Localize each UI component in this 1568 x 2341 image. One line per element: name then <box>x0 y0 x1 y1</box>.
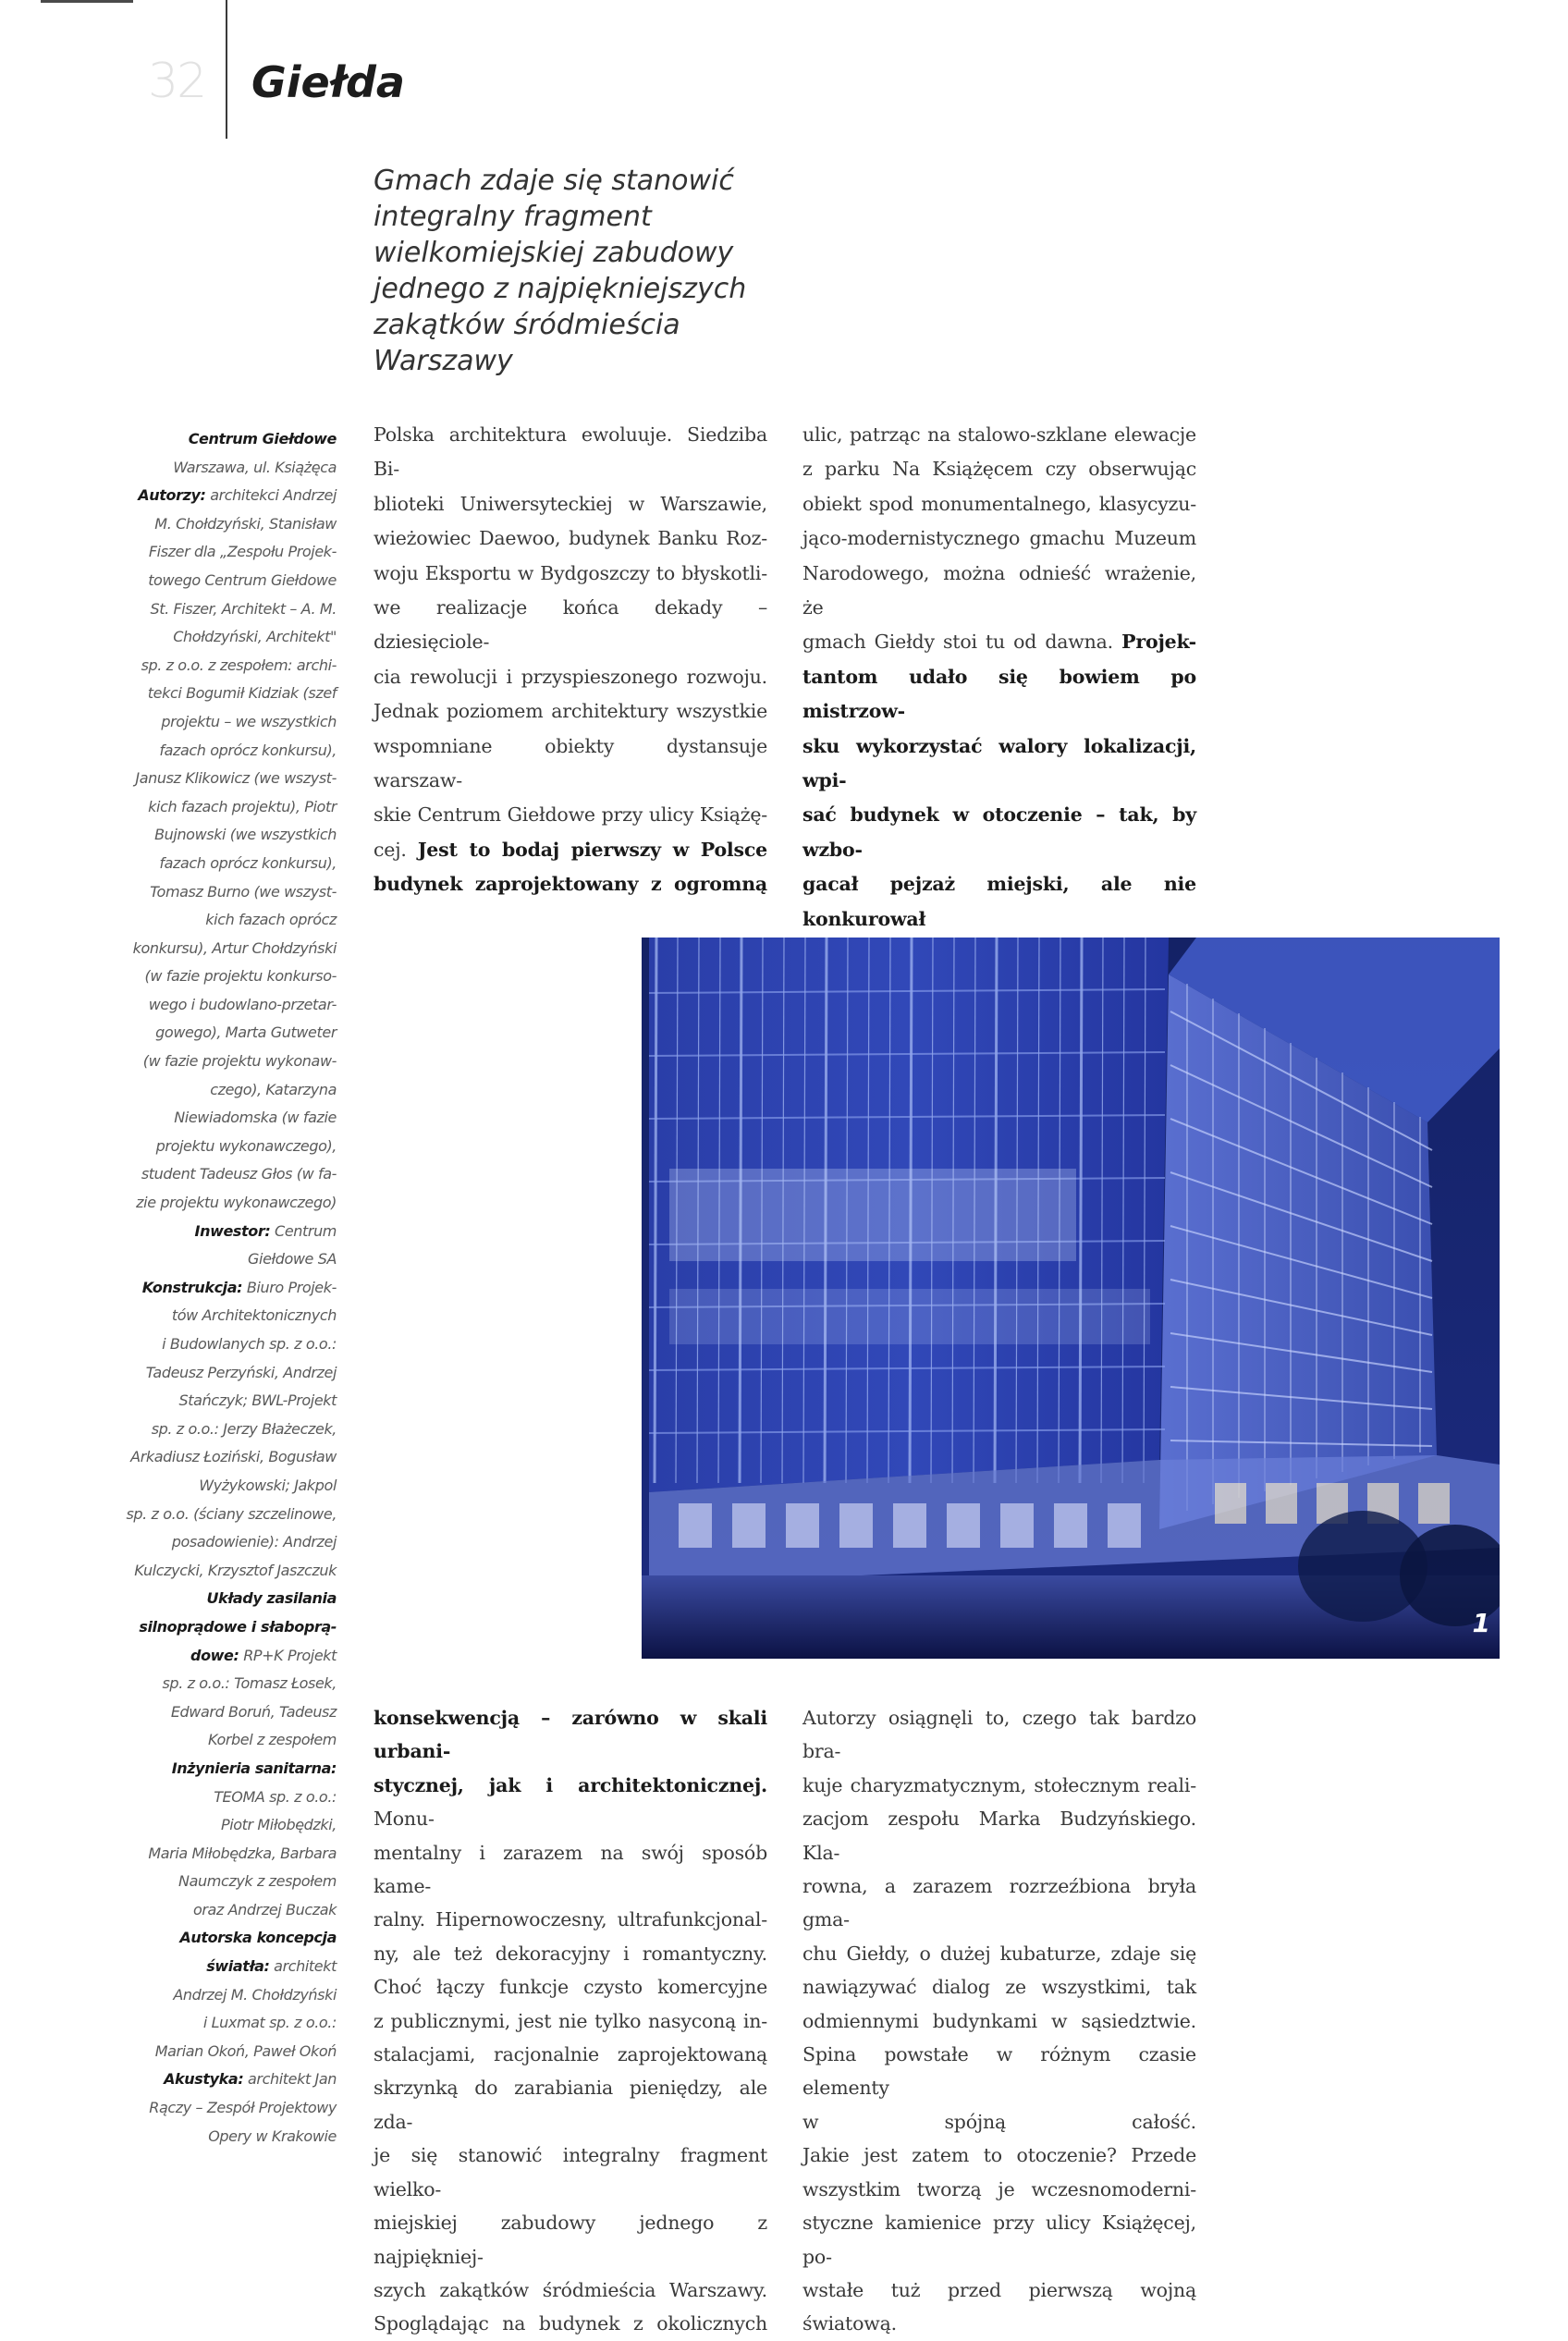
text-run: Stańczyk; BWL-Projekt <box>178 1391 337 1410</box>
text-line <box>802 2206 1196 2274</box>
text-line <box>802 2173 1196 2206</box>
text-line <box>374 2038 767 2071</box>
text-run: kich fazach projektu), Piotr <box>148 797 337 815</box>
mullion <box>655 938 656 1483</box>
text-line <box>104 1330 337 1359</box>
lead-line: jednego z najpiękniejszych <box>374 273 747 305</box>
text-run: student Tadeusz Głos (w fa- <box>141 1165 337 1183</box>
text-run: stalacjami, racjonalnie zaprojektowaną <box>374 2043 767 2066</box>
text-line <box>104 765 337 793</box>
bold-run: światła: <box>206 1957 270 1976</box>
text-run: Kulczycki, Krzysztof Jaszczuk <box>134 1561 337 1579</box>
text-run: Piotr Miłobędzki, <box>220 1816 337 1834</box>
text-line <box>802 867 1196 937</box>
text-line <box>374 2274 767 2307</box>
text-run: sp. z o.o.: Jerzy Błażeczek, <box>151 1419 337 1438</box>
text-line <box>104 1104 337 1133</box>
text-run: ulic, patrząc na stalowo-szklane elewacje <box>802 423 1196 446</box>
figure-number: 1 <box>1472 1608 1490 1638</box>
bold-run: silnoprądowe i słaboprą- <box>139 1617 337 1636</box>
text-run: M. Chołdzyński, Stanisław <box>154 514 337 533</box>
building-photo <box>642 938 1500 1659</box>
bold-run: Konstrukcja: <box>141 1278 243 1296</box>
text-line <box>104 821 337 850</box>
text-line <box>104 510 337 539</box>
text-line <box>104 1443 337 1472</box>
lit-window <box>786 1503 819 1548</box>
text-run: je się stanowić integralny fragment wielko- <box>374 2144 767 2200</box>
text-run: Maria Miłobędzka, Barbara <box>148 1844 337 1862</box>
text-run: tów Architektonicznych <box>171 1306 337 1325</box>
mullion <box>1080 938 1082 1483</box>
text-line <box>104 1585 337 1613</box>
text-run: Marian Okoń, Paweł Okoń <box>154 2041 337 2060</box>
bold-run: stycznej, jak i architektonicznej. <box>374 1773 767 1796</box>
text-line <box>802 1869 1196 1937</box>
text-line <box>104 1868 337 1896</box>
text-line <box>374 1937 767 1970</box>
text-run: architekt <box>269 1957 337 1976</box>
text-line <box>104 1387 337 1416</box>
text-run: St. Fiszer, Architekt – A. M. <box>150 599 337 618</box>
lead-line: integralny fragment <box>374 201 652 233</box>
text-run: i Luxmat sp. z o.o.: <box>202 2014 337 2032</box>
text-line <box>104 1698 337 1727</box>
bold-run: gacał pejzaż miejski, ale nie konkurował <box>802 873 1196 930</box>
text-run: obiekt spod monumentalnego, klasycyzu- <box>802 492 1196 515</box>
text-run: gowego), Marta Gutweter <box>155 1023 337 1042</box>
text-line <box>104 2065 337 2094</box>
text-line <box>374 1769 767 1836</box>
bold-run: dowe: <box>190 1646 239 1664</box>
text-line <box>104 1359 337 1388</box>
text-line <box>374 2004 767 2038</box>
text-run: Biuro Projek- <box>242 1278 337 1296</box>
text-line <box>104 1670 337 1698</box>
text-line <box>104 1642 337 1671</box>
text-line <box>802 452 1196 486</box>
bold-run: sać budynek w otoczenie – tak, by wzbo- <box>802 803 1196 861</box>
text-line <box>104 1501 337 1529</box>
text-line <box>104 567 337 595</box>
text-line <box>802 418 1196 452</box>
text-run: Chołdzyński, Architekt" <box>173 628 337 646</box>
text-run: Arkadiusz Łoziński, Bogusław <box>130 1448 337 1466</box>
text-line <box>802 2139 1196 2172</box>
text-run: posadowienie): Andrzej <box>171 1533 337 1551</box>
text-run: projektu wykonawczego), <box>155 1136 337 1155</box>
text-line <box>802 625 1196 659</box>
text-run: ralny. Hipernowoczesny, ultrafunkcjonal- <box>374 1908 767 1931</box>
body-column-2 <box>802 418 1196 972</box>
text-line <box>104 1019 337 1048</box>
text-run: w spójną całość. <box>802 2110 1196 2133</box>
text-run: TEOMA sp. z o.o.: <box>214 1787 337 1806</box>
text-line <box>104 1218 337 1246</box>
text-run: Spina powstałe w różnym czasie elementy <box>802 2043 1196 2100</box>
lit-window <box>1108 1503 1141 1548</box>
text-run: konkursu), Artur Chołdzyński <box>132 938 337 957</box>
text-run: wszystkim tworzą je wczesnomoderni- <box>802 2177 1196 2200</box>
text-line <box>104 1302 337 1330</box>
bold-run: Jest to bodaj pierwszy w Polsce <box>417 838 767 861</box>
text-line <box>104 1726 337 1755</box>
bold-run: Projek- <box>1121 631 1196 654</box>
text-run: sp. z o.o. (ściany szczelinowe, <box>126 1504 337 1523</box>
bold-run: Inwestor: <box>194 1221 271 1240</box>
text-run: z publicznymi, jest nie tylko nasyconą in- <box>374 2009 767 2032</box>
lit-window <box>1215 1483 1246 1524</box>
text-line <box>374 557 767 591</box>
text-line <box>802 1701 1196 1769</box>
lead-line: zakątków śródmieścia <box>374 309 680 341</box>
text-run: kich fazach oprócz <box>205 911 337 929</box>
text-line <box>104 793 337 822</box>
text-run: Spoglądając na budynek z okolicznych <box>374 2312 767 2335</box>
text-line <box>374 487 767 521</box>
text-run: oraz Andrzej Buczak <box>192 1900 337 1918</box>
text-run: Narodowego, można odnieść wrażenie, że <box>802 561 1196 619</box>
text-line <box>104 595 337 624</box>
text-run: Janusz Klikowicz (we wszyst- <box>135 769 337 788</box>
text-run: Jakie jest zatem to otoczenie? Przede <box>802 2144 1196 2167</box>
text-line <box>104 737 337 766</box>
text-line <box>104 2094 337 2123</box>
text-line <box>374 521 767 556</box>
text-line <box>104 1416 337 1444</box>
text-line <box>104 1896 337 1925</box>
text-run: fazach oprócz konkursu), <box>159 853 337 872</box>
text-run: Polska architektura ewoluuje. Siedziba Bi- <box>374 423 767 481</box>
bold-run: Akustyka: <box>164 2070 244 2089</box>
text-line <box>104 454 337 483</box>
text-run: Autorzy osiągnęli to, czego tak bardzo bra- <box>802 1707 1196 1763</box>
text-run: (w fazie projektu konkurso- <box>144 967 337 986</box>
text-line <box>104 1755 337 1783</box>
page-number: 32 <box>148 54 206 109</box>
lit-window <box>1000 1503 1034 1548</box>
text-line <box>374 729 767 799</box>
text-line <box>374 2071 767 2139</box>
text-run: zacjom zespołu Marka Budzyńskiego. Kla- <box>802 1808 1196 1864</box>
text-run: miejskiej zabudowy jednego z najpiękniej- <box>374 2212 767 2268</box>
text-line <box>374 867 767 901</box>
text-run: sp. z o.o.: Tomasz Łosek, <box>162 1674 337 1693</box>
text-line <box>104 935 337 963</box>
text-line <box>802 487 1196 521</box>
lit-window <box>679 1503 712 1548</box>
text-run: Bujnowski (we wszystkich <box>154 826 337 844</box>
body-column-3 <box>374 1701 767 2341</box>
text-run: wspomniane obiekty dystansuje warszaw- <box>374 734 767 792</box>
text-line <box>104 1048 337 1076</box>
text-line <box>802 521 1196 556</box>
text-run: Rączy – Zespół Projektowy <box>149 2099 337 2117</box>
text-line <box>802 1802 1196 1869</box>
bold-run: Układy zasilania <box>206 1589 337 1608</box>
text-run: Warszawa, ul. Książęca <box>173 458 337 476</box>
lit-window <box>839 1503 873 1548</box>
lit-window <box>893 1503 926 1548</box>
interior-glow <box>669 1289 1150 1344</box>
bold-run: tantom udało się bowiem po mistrzow- <box>802 665 1196 723</box>
text-run: i Budowlanych sp. z o.o.: <box>162 1335 337 1353</box>
text-run: skie Centrum Giełdowe przy ulicy Książę- <box>374 803 767 827</box>
text-line <box>104 1953 337 1981</box>
text-line <box>802 557 1196 626</box>
text-run: woju Eksportu w Bydgoszczy to błyskotli- <box>374 561 767 584</box>
text-run: fazach oprócz konkursu), <box>159 741 337 759</box>
project-credits <box>104 425 337 2151</box>
body-column-1 <box>374 418 767 902</box>
text-line <box>104 1274 337 1303</box>
lead-line: wielkomiejskiej zabudowy <box>374 237 734 269</box>
text-run: mentalny i zarazem na swój sposób kame- <box>374 1841 767 1898</box>
text-run: cej. <box>374 838 418 861</box>
section-title: Giełda <box>251 57 405 107</box>
text-line <box>104 652 337 680</box>
text-run: we realizacje końca dekady – dziesięciole- <box>374 596 767 654</box>
text-line <box>104 1472 337 1501</box>
text-line <box>104 1613 337 1642</box>
text-line <box>802 2105 1196 2139</box>
text-run: Niewiadomska (w fazie <box>174 1109 337 1127</box>
text-line <box>104 680 337 708</box>
text-run: rowna, a zarazem rozrzeźbiona bryła gma- <box>802 1875 1196 1931</box>
text-run: kuje charyzmatycznym, stołecznym reali- <box>802 1773 1196 1796</box>
text-run: Edward Boruń, Tadeusz <box>170 1702 337 1721</box>
text-run: blioteki Uniwersyteckiej w Warszawie, <box>374 492 767 515</box>
text-line <box>104 1076 337 1105</box>
text-run: projektu – we wszystkich <box>161 712 337 730</box>
text-line <box>374 2307 767 2340</box>
text-line <box>802 798 1196 867</box>
text-line <box>104 1133 337 1161</box>
text-line <box>374 660 767 694</box>
text-run: wego i budowlano-przetar- <box>148 995 337 1013</box>
text-run: wieżowiec Daewoo, budynek Banku Roz- <box>374 527 767 550</box>
text-line <box>374 694 767 729</box>
text-line <box>374 591 767 660</box>
text-run: Jednak poziomem architektury wszystkie <box>374 700 767 723</box>
text-line <box>104 1924 337 1953</box>
text-run: szych zakątków śródmieścia Warszawy. <box>374 2278 767 2301</box>
building-illustration <box>642 938 1500 1659</box>
lit-window <box>947 1503 980 1548</box>
text-line <box>104 1245 337 1274</box>
lit-window <box>1418 1483 1450 1524</box>
text-line <box>104 2009 337 2038</box>
interior-glow <box>669 1169 1076 1261</box>
text-run: z parku Na Książęcem czy obserwując <box>802 458 1196 481</box>
bold-run: Autorska koncepcja <box>179 1929 337 1947</box>
text-run: Monu- <box>374 1808 435 1831</box>
lead-line: Warszawy <box>374 345 513 377</box>
text-run: ny, ale też dekoracyjny i romantyczny. <box>374 1942 767 1965</box>
text-line <box>104 1528 337 1557</box>
body-column-4 <box>802 1701 1196 2341</box>
text-run: Opery w Krakowie <box>208 2127 337 2145</box>
text-line <box>104 1189 337 1218</box>
bold-run: budynek zaprojektowany z ogromną <box>374 873 767 896</box>
text-run: styczne kamienice przy ulicy Książęcej, po- <box>802 2212 1196 2268</box>
text-line <box>104 708 337 737</box>
text-run: odmiennymi budynkami w sąsiedztwie. <box>802 2009 1196 2032</box>
text-run: Korbel z zespołem <box>207 1731 337 1749</box>
text-run: towego Centrum Giełdowe <box>148 570 337 589</box>
text-line <box>104 962 337 991</box>
text-line <box>802 660 1196 729</box>
text-line <box>374 1701 767 1769</box>
text-line <box>104 2038 337 2066</box>
text-run: RP+K Projekt <box>239 1646 337 1664</box>
text-run: chu Giełdy, o dużej kubaturze, zdaje się <box>802 1942 1196 1965</box>
text-run: architekt Jan <box>243 2070 337 2089</box>
lead-quote <box>374 163 891 379</box>
text-line <box>104 1981 337 2010</box>
text-run: Giełdowe SA <box>248 1250 337 1269</box>
bold-run: konsekwencją – zarówno w skali urbani- <box>374 1707 767 1763</box>
text-line <box>374 2206 767 2274</box>
text-line <box>802 1970 1196 2004</box>
text-run: nawiązywać dialog ze wszystkimi, tak <box>802 1976 1196 1999</box>
text-run: architekci Andrzej <box>205 486 337 505</box>
text-line <box>374 833 767 867</box>
text-line <box>104 878 337 907</box>
text-line <box>802 2004 1196 2038</box>
bold-run: Inżynieria sanitarna: <box>171 1759 337 1777</box>
text-line <box>104 1160 337 1189</box>
text-line <box>374 798 767 832</box>
text-run: jąco-modernistycznego gmachu Muzeum <box>802 527 1196 550</box>
text-run: (w fazie projektu wykonaw- <box>142 1052 337 1071</box>
header-vertical-rule <box>226 0 227 139</box>
lit-window <box>1266 1483 1297 1524</box>
text-line <box>374 2139 767 2206</box>
text-line <box>374 1836 767 1904</box>
text-run: wstałe tuż przed pierwszą wojną światową. <box>802 2278 1196 2335</box>
text-line <box>104 1840 337 1869</box>
text-run: zie projektu wykonawczego) <box>136 1194 337 1212</box>
bold-run: Centrum Giełdowe <box>188 430 337 447</box>
text-run: skrzynką do zarabiania pieniędzy, ale zda- <box>374 2077 767 2133</box>
bold-run: Autorzy: <box>138 486 206 505</box>
text-line <box>104 425 337 454</box>
text-line <box>104 906 337 935</box>
text-line <box>104 1811 337 1840</box>
bold-run: sku wykorzystać walory lokalizacji, wpi- <box>802 734 1196 792</box>
lit-window <box>1054 1503 1087 1548</box>
text-run: gmach Giełdy stoi tu od dawna. <box>802 631 1122 654</box>
text-run: Fiszer dla „Zespołu Projek- <box>148 543 337 561</box>
text-line <box>802 1937 1196 1970</box>
text-run: tekci Bogumił Kidziak (szef <box>147 684 337 703</box>
text-line <box>104 850 337 878</box>
text-run: Tomasz Burno (we wszyst- <box>150 882 337 901</box>
text-run: Tadeusz Perzyński, Andrzej <box>145 1363 337 1381</box>
text-line <box>374 418 767 487</box>
text-run: Naumczyk z zespołem <box>178 1872 337 1891</box>
text-line <box>104 1557 337 1586</box>
header-rule-top <box>41 0 133 3</box>
text-line <box>104 1783 337 1812</box>
lit-window <box>732 1503 766 1548</box>
text-line <box>374 1970 767 2004</box>
text-line <box>104 482 337 510</box>
text-line <box>802 729 1196 799</box>
text-line <box>802 1769 1196 1802</box>
text-run: cia rewolucji i przyspieszonego rozwoju. <box>374 665 767 688</box>
text-run: czego), Katarzyna <box>210 1080 337 1098</box>
text-line <box>374 1903 767 1936</box>
text-run: Centrum <box>270 1221 337 1240</box>
lead-line: Gmach zdaje się stanowić <box>374 165 734 197</box>
text-run: Choć łączy funkcje czysto komercyjne <box>374 1976 767 1999</box>
text-line <box>104 991 337 1020</box>
text-line <box>802 2038 1196 2105</box>
text-line <box>104 623 337 652</box>
text-run: Wyżykowski; Jakpol <box>199 1476 337 1494</box>
text-line <box>104 538 337 567</box>
text-line <box>104 2123 337 2151</box>
text-run: Andrzej M. Chołdzyński <box>173 1985 337 2004</box>
text-run: sp. z o.o. z zespołem: archi- <box>141 656 337 674</box>
text-line <box>802 2274 1196 2341</box>
